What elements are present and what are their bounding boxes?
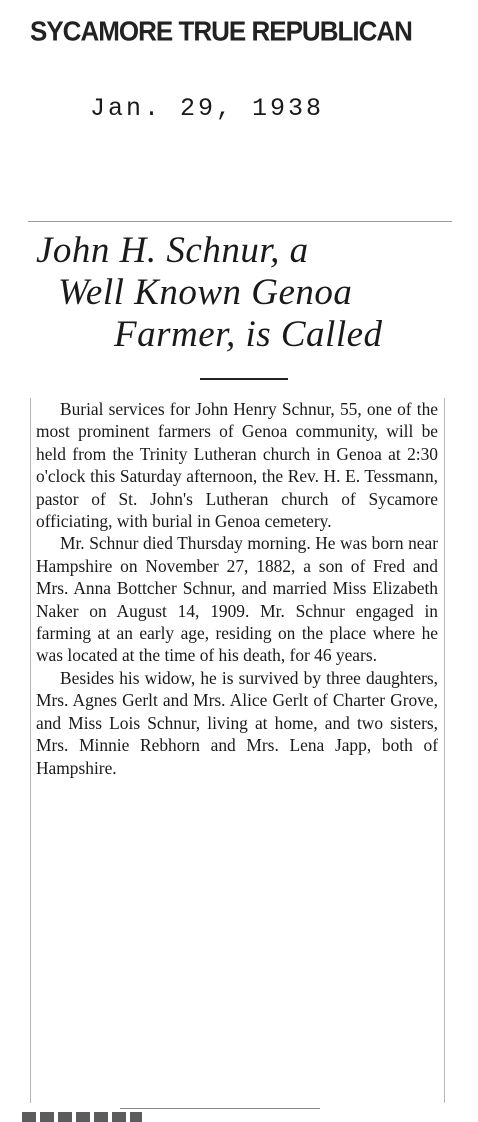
publication-date: Jan. 29, 1938 [90,94,325,123]
newspaper-masthead: SYCAMORE TRUE REPUBLICAN [30,15,412,47]
article-body [36,398,438,779]
top-divider [28,221,452,222]
headline-rule [200,378,288,380]
article-paragraph: Besides his widow, he is survived by three daughters, Mrs. Agnes Gerlt and Mrs. Alice Gerlt of Charter Grove, and Miss Lois Schnur, living at home, and two sisters, Mrs. Minnie Rebhorn and Mrs. Lena Japp, both of Hampshire. [36,667,438,778]
headline-line-3: Farmer, is Called [114,314,383,355]
article-headline [28,230,448,356]
article-paragraph: Burial services for John Henry Schnur, 55, one of the most prominent farmers of Genoa community, will be held from the Trinity Lutheran church in Genoa at 2:30 o'clock this Saturday afternoon, the Rev. H. E. Tessmann, pastor of St. John's Lutheran church of Sycamore officiating, with burial in Genoa cemetery. [36,399,438,532]
column-rule-right [444,398,445,1103]
article-paragraph: Mr. Schnur died Thursday morning. He was born near Hampshire on November 27, 1882, a son of Fred and Mrs. Anna Bottcher Schnur, and married Miss Elizabeth Naker on August 14, 1909. Mr. Schnur engaged in farming at an early age, residing on the place where he was located at the time of his death, for 46 years. [36,533,438,666]
headline-line-2: Well Known Genoa [58,272,353,313]
headline-line-1: John H. Schnur, a [36,230,309,271]
clipped-next-article-edge [22,1112,142,1122]
bottom-rule [120,1108,320,1109]
column-rule-left [30,398,31,1103]
